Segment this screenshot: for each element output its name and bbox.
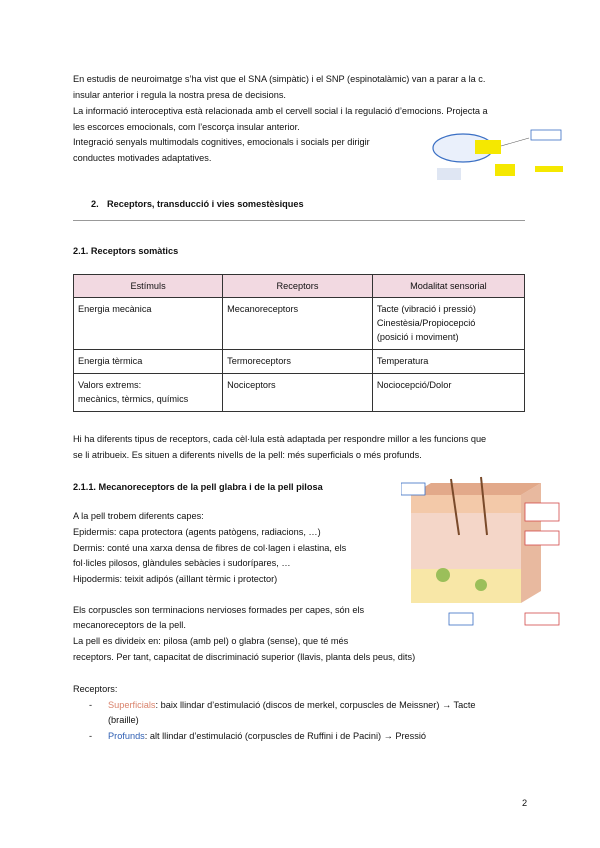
table-cell: Energia tèrmica xyxy=(74,350,223,374)
table-cell: Termoreceptors xyxy=(223,350,373,374)
table-header-row xyxy=(74,275,525,298)
skin-layers-diagram xyxy=(401,475,561,627)
table-cell: Mecanoreceptors xyxy=(223,298,373,350)
superficial-desc: : baix llindar d’estimulació (discos de merkel, corpuscles de Meissner) → Tacte xyxy=(155,700,476,710)
table-row xyxy=(74,374,525,412)
section-2-1-title: 2.1. Receptors somàtics xyxy=(73,246,179,256)
table-row xyxy=(74,350,525,374)
table-cell: Nociceptors xyxy=(223,374,373,412)
corpuscles-line-1: Els corpuscles son terminacions nervioses formades per capes, són els xyxy=(73,605,365,615)
table-header-receptors: Receptors xyxy=(223,275,373,298)
layers-line-5: Hipodermis: teixit adipós (aïllant tèrmic i protector) xyxy=(73,574,278,584)
section-2-number: 2. xyxy=(91,199,99,209)
table-cell xyxy=(372,298,524,350)
corpuscles-line-4: receptors. Per tant, capacitat de discriminació superior (llavis, planta dels peus, dits) xyxy=(73,652,416,662)
table-cell xyxy=(74,374,223,412)
corpuscles-line-2: mecanoreceptors de la pell. xyxy=(73,620,186,630)
intro-line-2: insular anterior i regula la nostra presa de decisions. xyxy=(73,90,286,100)
layers-line-3: Dermis: conté una xarxa densa de fibres de col·lagen i elastina, els xyxy=(73,543,347,553)
intro-line-1: En estudis de neuroimatge s’ha vist que el SNA (simpàtic) i el SNP (espinotalàmic) van a parar a la c. xyxy=(73,74,486,84)
profund-desc: : alt llindar d’estimulació (corpuscles de Ruffini i de Pacini) → Pressió xyxy=(144,731,426,741)
receptors-table xyxy=(73,274,525,412)
superficial-continuation: (braille) xyxy=(108,715,139,725)
modality-line: Tacte (vibració i pressió) xyxy=(376,304,476,314)
bullet-dash: - xyxy=(89,731,93,741)
receptor-profund xyxy=(108,729,538,745)
section-2-1-1-title: 2.1.1. Mecanoreceptors de la pell glabra i de la pell pilosa xyxy=(73,482,323,492)
section-2-title: Receptors, transducció i vies somestèsiques xyxy=(107,199,304,209)
layers-line-4: fol·licles pilosos, glàndules sebàcies i sudorípares, … xyxy=(73,558,291,568)
after-table-line-2: se li atribueix. Es situen a diferents nivells de la pell: més superficials o més profunds. xyxy=(73,450,422,460)
after-table-line-1: Hi ha diferents tipus de receptors, cada cèl·lula està adaptada per respondre millor a les funcions que xyxy=(73,434,487,444)
table-cell: Temperatura xyxy=(372,350,524,374)
intro-line-3: La informació interoceptiva està relacionada amb el cervell social i la regulació d’emocions. Projecta a xyxy=(73,106,488,116)
receptor-superficial xyxy=(108,698,538,714)
table-row xyxy=(74,298,525,350)
table-cell: Nociocepció/Dolor xyxy=(372,374,524,412)
corpuscles-line-3: La pell es divideix en: pilosa (amb pel) o glabra (sense), que té més xyxy=(73,636,349,646)
modality-line: Cinestèsia/Propiocepció xyxy=(376,318,476,328)
superficial-term: Superficials xyxy=(108,700,156,710)
page-number: 2 xyxy=(522,798,528,808)
table-header-stimuli: Estímuls xyxy=(74,275,223,298)
layers-line-2: Epidermis: capa protectora (agents patògens, radiacions, …) xyxy=(73,527,321,537)
receptors-label: Receptors: xyxy=(73,684,118,694)
bullet-dash: - xyxy=(89,700,93,710)
interoception-diagram xyxy=(425,126,565,186)
intro-line-6: conductes motivades adaptatives. xyxy=(73,153,212,163)
modality-line: (posició i moviment) xyxy=(376,332,459,342)
table-header-modality: Modalitat sensorial xyxy=(372,275,524,298)
intro-line-5: Integració senyals multimodals cognitives, emocionals i socials per dirigir xyxy=(73,137,370,147)
layers-line-1: A la pell trobem diferents capes: xyxy=(73,511,204,521)
stimulus-line: Valors extrems: xyxy=(78,380,142,390)
table-cell: Energia mecànica xyxy=(74,298,223,350)
section-divider xyxy=(73,220,525,221)
stimulus-line: mecànics, tèrmics, químics xyxy=(78,394,189,404)
intro-line-4: les escorces emocionals, com l’escorça insular anterior. xyxy=(73,122,300,132)
profund-term: Profunds xyxy=(108,731,145,741)
